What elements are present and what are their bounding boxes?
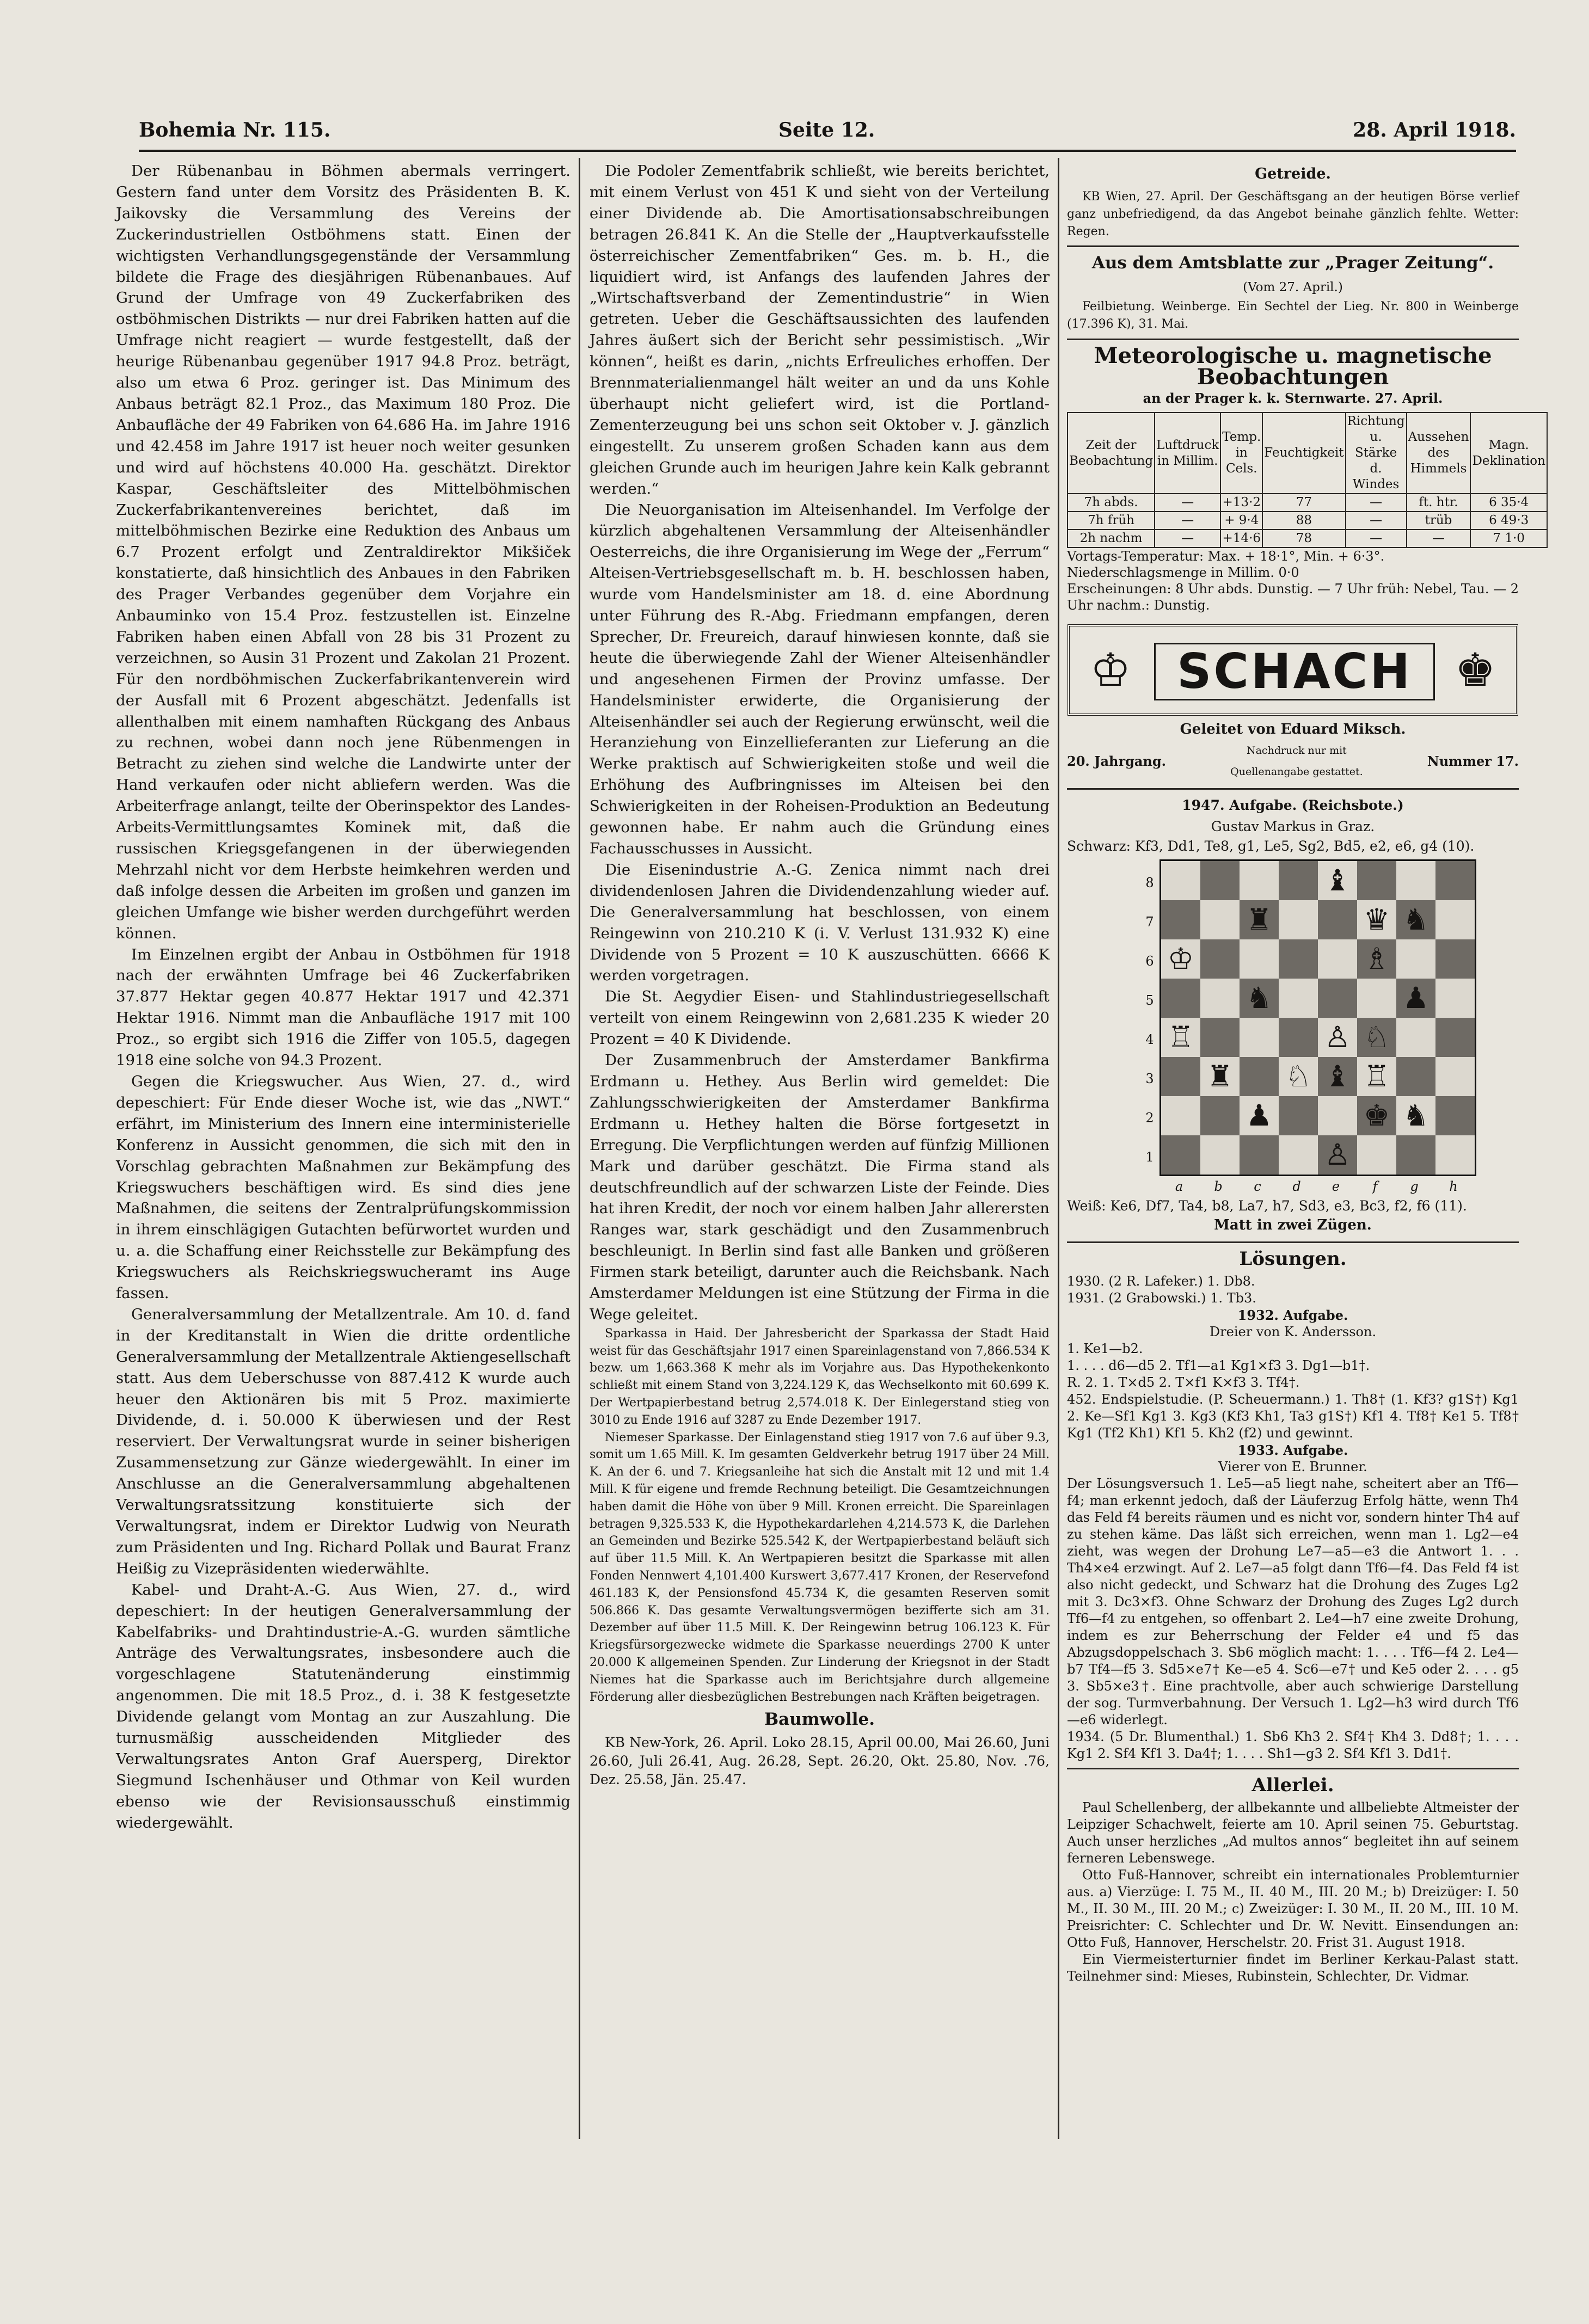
chess-piece-icon: ♔ bbox=[1167, 941, 1194, 976]
chess-square bbox=[1200, 939, 1240, 979]
loesung-line: 1931. (2 Grabowski.) 1. Tb3. bbox=[1067, 1290, 1256, 1306]
chess-square bbox=[1240, 900, 1279, 939]
problem-black: Schwarz: Kf3, Dd1, Te8, g1, Le5, Sg2, Bd5, e2, e6, g4 (10). bbox=[1067, 838, 1475, 854]
chess-square bbox=[1240, 979, 1279, 1018]
chess-square bbox=[1318, 939, 1357, 979]
chess-square bbox=[1396, 979, 1435, 1018]
chess-piece-icon: ♝ bbox=[1324, 1059, 1351, 1093]
schach-editor: Geleitet von Eduard Miksch. bbox=[1180, 721, 1406, 738]
chess-piece-icon: ♗ bbox=[1363, 941, 1390, 976]
chess-square bbox=[1240, 1057, 1279, 1096]
article-ruebenanbau: Der Rübenanbau in Böhmen abermals verringert. Gestern fand unter dem Vorsitz des Präsidenten B. K. Jaikovsky die Versammlung des Vereins der Zuckerindustriellen Ostböhmens statt. Einen der wichtigsten Verhandlungsgegenstände der Versammlung bildete die Frage des diesjährigen Rübenanbaues. Auf Grund der Umfrage von 49 Zuckerfabriken des ostböhmischen Distrikts — nur drei Fabriken hatten auf die Umfrage nicht reagiert — wurde festgestellt, daß der heurige Rübenanbau gegenüber 1917 94.8 Proz. beträgt, also um etwa 6 Proz. geringer ist. Das Minimum des Anbaus beträgt 82.1 Proz., das Maximum 180 Proz. Die Anbaufläche der 49 Fabriken von 64.686 Ha. im Jahre 1916 und 42.458 im Jahre 1917 ist heuer noch weiter gesunken und wird auf höchstens 40.000 Ha. geschätzt. Direktor Kaspar, Geschäftsleiter des Mittelböhmischen Zuckerfabrikantenvereines berichtet, daß im mittelböhmischen Bezirke eine Reduktion des Anbaus um 6.7 Prozent erfolgt und Zentraldirektor Mikšiček konstatierte, daß hinsichtlich des Anbaues in den Fabriken des Prager Verbandes gegenüber dem Vorjahre ein Anbauminko von 15.4 Proz. festzustellen ist. Einzelne Fabriken haben einen Abfall von 28 bis 31 Prozent zu verzeichnen, so Ausin 31 Prozent und Zakolan 21 Prozent. Für den nordböhmischen Zuckerfabrikantenverein wird der Ausfall mit 6 Prozent abgeschätzt. Jedenfalls ist allenthalben mit einem namhaften Rückgang des Anbaus zu rechnen, wobei dann noch jene Rübenmengen in Betracht zu ziehen sind welche die Landwirte unter der Hand verkaufen oder nicht abliefern werden. Was die Arbeiterfrage anlangt, teilte der Oberinspektor des Landes-Arbeits-Vermittlungsamtes Kominek mit, daß die russischen Kriegsgefangenen in der überwiegenden Mehrzahl nicht vor dem Herbste heimkehren werden und daß infolge dessen die Arbeiten im großen und ganzen im gleichen Umfange wie bisher werden durchgeführt werden können. bbox=[116, 162, 570, 942]
file-label: c bbox=[1254, 1178, 1261, 1194]
rule bbox=[1067, 788, 1519, 790]
article-aegydier: Die St. Aegydier Eisen- und Stahlindustriegesellschaft verteilt von einem Reingewinn von 2,681.235 K wieder 20 Prozent = 40 K Dividende. bbox=[590, 988, 1050, 1048]
chess-square bbox=[1396, 939, 1435, 979]
article-erdmann-hethey: Der Zusammenbruch der Amsterdamer Bankfirma Erdmann u. Hethey. Aus Berlin wird gemeldet: Die Zahlungsschwierigkeiten der Amsterdamer Bankfirma Erdmann u. Hethey halten die Börse fortgesetzt in Erregung. Die Verpflichtungen werden auf fünfzig Millionen Mark und darüber geschätzt. Die Firma stand als deutschfreundlich auf der schwarzen Liste der Feinde. Dies hat ihren Kredit, der noch vor einem halben Jahr allerersten Ranges war, stark geschädigt und den Zusammenbruch beschleunigt. In Berlin sind fast alle Banken und größeren Firmen stark beteiligt, darunter auch die Reichsbank. Nach Amsterdamer Meldungen ist eine Stützung der Firma in die Wege geleitet. bbox=[590, 1052, 1050, 1323]
chess-square bbox=[1279, 1135, 1318, 1175]
problem-white: Weiß: Ke6, Df7, Ta4, b8, Lа7, h7, Sd3, e3, Bc3, f2, f6 (11). bbox=[1067, 1197, 1467, 1214]
header-page-number: Seite 12. bbox=[778, 119, 875, 142]
file-labels bbox=[1159, 1176, 1481, 1197]
schach-nummer: Nummer 17. bbox=[1427, 753, 1519, 769]
chess-square bbox=[1435, 1057, 1475, 1096]
loesung-line: 1933. Aufgabe. bbox=[1237, 1442, 1348, 1458]
schach-banner bbox=[1067, 624, 1518, 716]
chess-square bbox=[1240, 939, 1279, 979]
file-label: e bbox=[1332, 1178, 1340, 1194]
schach-nachdruck: Nachdruck nur mit Quellenangabe gestattet. bbox=[1230, 745, 1363, 778]
chess-square bbox=[1396, 1018, 1435, 1057]
rank-label: 2 bbox=[1145, 1110, 1154, 1126]
chess-square bbox=[1161, 1057, 1200, 1096]
weather-header: Feuchtigkeit bbox=[1262, 413, 1345, 494]
allerlei-item: Paul Schellenberg, der allbekannte und allbeliebte Altmeister der Leipziger Schachwelt, feierte am 10. April seinen 75. Geburtstag. Auch unser herzliches „Ad multos annos“ begleitet ihn auf seinem ferneren Lebenswege. bbox=[1067, 1799, 1519, 1866]
amtsblatt-title: Aus dem Amtsblatte zur „Prager Zeitung“. bbox=[1091, 253, 1494, 273]
page-header bbox=[139, 119, 1516, 146]
chess-square bbox=[1200, 1057, 1240, 1096]
weather-cell: — bbox=[1155, 530, 1220, 548]
file-label: g bbox=[1410, 1178, 1419, 1194]
chess-square bbox=[1357, 861, 1396, 900]
weather-header: Luftdruck in Millim. bbox=[1155, 413, 1220, 494]
loesung-line: 1930. (2 R. Lafeker.) 1. Db8. bbox=[1067, 1273, 1255, 1289]
weather-cell: 7h früh bbox=[1067, 512, 1155, 530]
chess-piece-icon: ♟ bbox=[1402, 980, 1430, 1015]
article-ruebenanbau-detail: Im Einzelnen ergibt der Anbau in Ostböhmen für 1918 nach der erwähnten Umfrage bei 46 Zuckerfabriken 37.877 Hektar gegen 40.877 Hektar 1917 und 42.371 Hektar 1916. Nimmt man die Anbaufläche 1917 mit 100 Proz., so ergibt sich 1916 die Ziffer von 105.5, dagegen 1918 eine solche von 94.3 Prozent. bbox=[116, 945, 570, 1069]
weather-cell: — bbox=[1407, 530, 1471, 548]
chess-square bbox=[1200, 1135, 1240, 1175]
chess-square bbox=[1279, 1057, 1318, 1096]
rank-label: 1 bbox=[1145, 1149, 1154, 1165]
weather-cell: 6 35·4 bbox=[1470, 494, 1547, 512]
chess-square bbox=[1318, 900, 1357, 939]
allerlei-item: Otto Fuß-Hannover, schreibt ein internationales Problemturnier aus. a) Vierzüge: I. 75 M., II. 40 M., III. 20 M.; b) Dreizüger: I. 50 M., II. 30 M., III. 20 M.; c) Zweizüger: I. 30 M., II. 20 M., III. 10 M. Preisrichter: C. Schlechter und Dr. W. Nevitt. Einsendungen an: Otto Fuß, Hannover, Herschelstr. 20. Frist 31. August 1918. bbox=[1067, 1867, 1519, 1950]
king-icon: ♚ bbox=[1455, 643, 1496, 697]
chess-square bbox=[1396, 900, 1435, 939]
allerlei-list bbox=[1067, 1799, 1519, 1985]
chess-square bbox=[1396, 1096, 1435, 1135]
weather-cell: +14·6 bbox=[1220, 530, 1262, 548]
chess-square bbox=[1240, 1135, 1279, 1175]
chess-board-wrap bbox=[1143, 859, 1481, 1197]
weather-table bbox=[1067, 412, 1548, 548]
chess-piece-icon: ♘ bbox=[1363, 1019, 1390, 1054]
loesung-line: Vierer von E. Brunner. bbox=[1218, 1459, 1367, 1474]
chess-square bbox=[1240, 1018, 1279, 1057]
weather-cell: trüb bbox=[1407, 512, 1471, 530]
chess-piece-icon: ♙ bbox=[1324, 1019, 1351, 1054]
chess-piece-icon: ♜ bbox=[1206, 1059, 1234, 1093]
weather-footer bbox=[1067, 548, 1519, 613]
chess-square bbox=[1435, 900, 1475, 939]
chess-square bbox=[1357, 1096, 1396, 1135]
chess-piece-icon: ♖ bbox=[1363, 1059, 1390, 1093]
weather-header: Zeit der Beobachtung bbox=[1067, 413, 1155, 494]
weather-footer-line: Vortags-Temperatur: Max. + 18·1°, Min. + 6·3°. bbox=[1067, 549, 1385, 564]
article-niemeser-sparkasse: Niemeser Sparkasse. Der Einlagenstand stieg 1917 von 7.6 auf über 9.3, somit um 1.65 Mill. K. Im gesamten Geldverkehr betrug 1917 über 24 Mill. K. An der 6. und 7. Kriegsanleihe hat sich die Anstalt mit 12 und mit 1.4 Mill. K für eigene und fremde Rechnung beteiligt. Die Gesamtzeichnungen haben damit die Höhe von über 9 Mill. Kronen erreicht. Die Spareinlagen betragen 9,325.533 K, die Hypothekardarlehen 4,214.573 K, die Darlehen an Gemeinden und Bezirke 525.542 K, der Wertpapierbestand beläuft sich auf über 11.5 Mill. K. An Wertpapieren besitzt die Sparkasse mit allen Fonden Nennwert 4,101.400 Kurswert 3,677.417 Kronen, der Reservefond 461.183 K, der Pensionsfond 45.734 K, die gesamten Reserven somit 506.866 K. Das gesamte Verwaltungsvermögen bezifferte sich am 31. Dezember auf über 11.5 Mill. K. Der Reingewinn betrug 106.123 K. Für Kriegsfürsorgezwecke widmete die Sparkasse neuerdings 2700 K unter 20.000 K allgemeinen Spenden. Zur Linderung der Kriegsnot in der Stadt Niemes hat die Sparkasse auch im Berichtsjahre durch allgemeine Förderung aller diesbezüglichen Bestrebungen nach Kräften beigetragen. bbox=[590, 1430, 1050, 1704]
chess-square bbox=[1240, 861, 1279, 900]
rule bbox=[1067, 245, 1519, 247]
schach-info-row bbox=[1067, 740, 1519, 783]
loesung-line: 1934. (5 Dr. Blumenthal.) 1. Sb6 Kh3 2. Sf4† Kh4 3. Dd8†; 1. . . . Kg1 2. Sf4 Kf1 3. Da4†; 1. . . . Sh1—g3 2. Sf4 Kf1 3. Dd1†. bbox=[1067, 1729, 1519, 1761]
column-rule-2 bbox=[1058, 158, 1059, 2139]
chess-square bbox=[1161, 861, 1200, 900]
column-right bbox=[1067, 161, 1545, 1985]
article-kriegswucher: Gegen die Kriegswucher. Aus Wien, 27. d., wird depeschiert: Für Ende dieser Woche ist, wie das „NWT.“ erfährt, im Ministerium des Innern eine interministerielle Konferenz in Aussicht genommen, die sich mit den in Vorschlag gebrachten Maßnahmen zur Bekämpfung des Kriegswuchers beschäftigen wird. Es sind dies jene Maßnahmen, die seitens der Zentralprüfungskommission in ihrem einschlägigen Gutachten befürwortet wurden und u. a. die Schaffung einer Reichsstelle zur Bekämpfung des Kriegswuchers als Reichskriegswucheramt ins Auge fassen. bbox=[116, 1072, 570, 1302]
weather-row bbox=[1067, 494, 1547, 512]
loesung-line: 1932. Aufgabe. bbox=[1237, 1307, 1348, 1323]
file-label: a bbox=[1175, 1178, 1183, 1194]
chess-square bbox=[1357, 1057, 1396, 1096]
file-label: f bbox=[1372, 1178, 1378, 1194]
loesung-line: 1. Ke1—b2. bbox=[1067, 1341, 1143, 1356]
file-label: d bbox=[1292, 1178, 1301, 1194]
weather-subtitle: an der Prager k. k. Sternwarte. 27. April. bbox=[1143, 390, 1443, 406]
getreide-text: KB Wien, 27. April. Der Geschäftsgang an der heutigen Börse verlief ganz unbefriedigend, da das Angebot beinahe gänzlich fehlte. Wetter: Regen. bbox=[1067, 189, 1519, 238]
rank-label: 3 bbox=[1145, 1071, 1154, 1086]
chess-square bbox=[1279, 1096, 1318, 1135]
chess-square bbox=[1279, 900, 1318, 939]
loesung-line: Der Lösungsversuch 1. Le5—a5 liegt nahe, scheitert aber an Tf6—f4; man erkennt jedoch, daß der Läuferzug Erfolg hätte, wenn Th4 das Feld f4 bereits räumen und es nicht vor, sondern hinter Th4 auf zu stehen käme. Das läßt sich erreichen, wenn man 1. Lg2—e4 zieht, was wegen der Drohung Le7—a5—e3 die Antwort 1. . . Th4×e4 erzwingt. Auf 2. Le7—a5 folgt dann Tf6—f4. Das Feld f4 ist also nicht gedeckt, und Schwarz hat die Drohung des Zuges Lg2 mit 3. Dc3×f3. Ohne Schwarz der Drohung des Zuges Lg2 durch Tf6—f4 zu entgehen, so offenbart 2. Le4—h7 eine zweite Drohung, indem es zur Beherrschung der Felder e4 und f5 das Abzugsdoppelschach 3. Sb6 möglich macht: 1. . . . Tf6—f4 2. Le4—b7 Tf4—f5 3. Sd5×e7† Ke—e5 4. Sc6—e7† und Ke5 oder 2. . . . g5 3. Sb5×e3†. Eine prachtvolle, aber auch schwierige Darstellung der sog. Turmverbahnung. Der Versuch 1. Lg2—h3 wird durch Tf6—e6 widerlegt. bbox=[1067, 1475, 1519, 1727]
chess-square bbox=[1279, 1018, 1318, 1057]
weather-cell: 2h nachm bbox=[1067, 530, 1155, 548]
weather-cell: ft. htr. bbox=[1407, 494, 1471, 512]
rank-label: 6 bbox=[1145, 953, 1154, 969]
weather-header: Richtung u. Stärke d. Windes bbox=[1346, 413, 1407, 494]
rank-label: 7 bbox=[1145, 914, 1154, 930]
chess-square bbox=[1161, 1096, 1200, 1135]
weather-header: Magn. Deklination bbox=[1470, 413, 1547, 494]
loesungen-list bbox=[1067, 1273, 1519, 1762]
allerlei-title: Allerlei. bbox=[1251, 1774, 1334, 1796]
weather-row bbox=[1067, 530, 1547, 548]
chess-square bbox=[1435, 1135, 1475, 1175]
chess-square bbox=[1200, 1096, 1240, 1135]
chess-square bbox=[1200, 979, 1240, 1018]
chess-piece-icon: ♛ bbox=[1363, 902, 1390, 937]
column-left bbox=[116, 161, 570, 1834]
amtsblatt-text: Feilbietung. Weinberge. Ein Sechtel der Lieg. Nr. 800 in Weinberge (17.396 K), 31. Mai. bbox=[1067, 300, 1519, 331]
chess-board bbox=[1159, 859, 1476, 1176]
weather-cell: 7 1·0 bbox=[1470, 530, 1547, 548]
crown-icon: ♔ bbox=[1090, 643, 1131, 697]
chess-piece-icon: ♖ bbox=[1167, 1019, 1194, 1054]
baumwolle-title: Baumwolle. bbox=[764, 1710, 875, 1730]
chess-square bbox=[1396, 861, 1435, 900]
column-rule-1 bbox=[579, 158, 580, 2139]
loesung-line: 1. . . . d6—d5 2. Tf1—a1 Kg1×f3 3. Dg1—b1†. bbox=[1067, 1357, 1370, 1373]
chess-square bbox=[1318, 1018, 1357, 1057]
weather-cell: + 9·4 bbox=[1220, 512, 1262, 530]
chess-piece-icon: ♞ bbox=[1402, 1098, 1430, 1133]
chess-piece-icon: ♙ bbox=[1324, 1137, 1351, 1172]
weather-cell: 7h abds. bbox=[1067, 494, 1155, 512]
chess-square bbox=[1435, 861, 1475, 900]
weather-cell: — bbox=[1155, 512, 1220, 530]
allerlei-item: Ein Viermeisterturnier findet im Berliner Kerkau-Palast statt. Teilnehmer sind: Mieses, Rubinstein, Schlechter, Dr. Vidmar. bbox=[1067, 1951, 1519, 1984]
article-kabel-draht: Kabel- und Draht-A.-G. Aus Wien, 27. d., wird depeschiert: In der heutigen Generalversammlung der Kabelfabriks- und Drahtindustrie-A.-G. wurden sämtliche Anträge des Verwaltungsrates, insbesondere auch die vorgeschlagene Statutenänderung einstimmig angenommen. Die mit 18.5 Proz., d. i. 38 K festgesetzte Dividende gelangt vom Montag an zur Auszahlung. Die turnusmäßig ausscheidenden Mitglieder des Verwaltungsrates Anton Graf Auersperg, Direktor Siegmund Ischenhäuser und Othmar von Keil wurden ebenso wie der Revisionsausschuß einstimmig wiedergewählt. bbox=[116, 1581, 570, 1831]
chess-square bbox=[1279, 979, 1318, 1018]
rule bbox=[1067, 1768, 1519, 1769]
weather-header: Aussehen des Himmels bbox=[1407, 413, 1471, 494]
chess-square bbox=[1161, 1018, 1200, 1057]
weather-row bbox=[1067, 512, 1547, 530]
article-zenica: Die Eisenindustrie A.-G. Zenica nimmt nach drei dividendenlosen Jahren die Dividendenzahlung wieder auf. Die Generalversammlung hat beschlossen, von einem Reingewinn von 210.210 K (i. V. Verlust 131.932 K) eine Dividende von 5 Prozent = 10 K auszuschütten. 6666 K werden vorgetragen. bbox=[590, 860, 1050, 985]
chess-square bbox=[1240, 1096, 1279, 1135]
header-issue: Bohemia Nr. 115. bbox=[139, 119, 331, 142]
problem-author: Gustav Markus in Graz. bbox=[1211, 819, 1375, 835]
schach-title: SCHACH bbox=[1154, 643, 1435, 700]
chess-square bbox=[1357, 979, 1396, 1018]
baumwolle-text: KB New-York, 26. April. Loko 28.15, April 00.00, Mai 26.60, Juni 26.60, Juli 26.41, Aug. 26.28, Sept. 26.20, Okt. 25.80, Nov. .76, Dez. 25.58, Jän. 25.47. bbox=[590, 1735, 1050, 1788]
rank-label: 4 bbox=[1145, 1031, 1154, 1047]
chess-square bbox=[1357, 900, 1396, 939]
chess-piece-icon: ♟ bbox=[1246, 1098, 1273, 1133]
chess-square bbox=[1279, 861, 1318, 900]
chess-square bbox=[1357, 1135, 1396, 1175]
chess-piece-icon: ♞ bbox=[1246, 980, 1273, 1015]
chess-square bbox=[1161, 979, 1200, 1018]
chess-square bbox=[1318, 1057, 1357, 1096]
weather-cell: — bbox=[1346, 530, 1407, 548]
chess-square bbox=[1435, 939, 1475, 979]
chess-piece-icon: ♜ bbox=[1246, 902, 1273, 937]
getreide-title: Getreide. bbox=[1255, 165, 1331, 182]
weather-cell: 77 bbox=[1262, 494, 1345, 512]
chess-square bbox=[1435, 1018, 1475, 1057]
amtsblatt-date: (Vom 27. April.) bbox=[1243, 280, 1343, 295]
loesung-line: R. 2. 1. T×d5 2. T×f1 K×f3 3. Tf4†. bbox=[1067, 1374, 1300, 1390]
header-date: 28. April 1918. bbox=[1353, 119, 1516, 142]
weather-header-row bbox=[1067, 413, 1547, 494]
chess-square bbox=[1318, 1135, 1357, 1175]
chess-piece-icon: ♞ bbox=[1402, 902, 1430, 937]
chess-piece-icon: ♝ bbox=[1324, 863, 1351, 897]
schach-jahrgang: 20. Jahrgang. bbox=[1067, 753, 1167, 769]
article-sparkassa-haid: Sparkassa in Haid. Der Jahresbericht der Sparkassa der Stadt Haid weist für das Geschäftsjahr 1917 einen Spareinlagenstand von 7,866.534 K bezw. um 1,663.368 K mehr als im Vorjahre aus. Das Hypothekenkonto schließt mit einem Stand von 3,224.129 K, das Wechselkonto mit 60.699 K. Der Wertpapierbestand betrug 2,574.018 K. Der Einlegerstand stieg von 3010 zu Ende 1916 auf 3287 zu Ende Dezember 1917. bbox=[590, 1326, 1050, 1427]
file-label: b bbox=[1214, 1178, 1223, 1194]
chess-square bbox=[1200, 861, 1240, 900]
column-middle bbox=[590, 161, 1050, 1789]
weather-cell: 6 49·3 bbox=[1470, 512, 1547, 530]
loesung-line: Dreier von K. Andersson. bbox=[1209, 1324, 1377, 1339]
weather-cell: — bbox=[1346, 494, 1407, 512]
weather-title: Meteorologische u. magnetische Beobachtungen bbox=[1094, 342, 1492, 390]
chess-square bbox=[1318, 1096, 1357, 1135]
chess-square bbox=[1318, 861, 1357, 900]
loesung-line: 452. Endspielstudie. (P. Scheuermann.) 1. Th8† (1. Kf3? g1S†) Kg1 2. Ke—Sf1 Kg1 3. Kg3 (Kf3 Kh1, Ta3 g1S†) Kf1 4. Tf8† Ke1 5. Tf8† Kg1 (Tf2 Kh1) Kf1 5. Kh2 (f2) und gewinnt. bbox=[1067, 1391, 1519, 1441]
chess-square bbox=[1200, 900, 1240, 939]
rule bbox=[1067, 339, 1519, 340]
chess-square bbox=[1161, 1135, 1200, 1175]
chess-square bbox=[1357, 939, 1396, 979]
chess-square bbox=[1357, 1018, 1396, 1057]
loesungen-title: Lösungen. bbox=[1239, 1247, 1347, 1270]
chess-square bbox=[1161, 900, 1200, 939]
article-podoler: Die Podoler Zementfabrik schließt, wie bereits berichtet, mit einem Verlust von 451 K und sieht von der Verteilung einer Dividende ab. Die Amortisationsabschreibungen betragen 26.841 K. An die Stelle der „Hauptverkaufsstelle österreichischer Zementfabriken“ Ges. m. b. H., die liquidiert wird, ist Anfangs des laufenden Jahres der „Wirtschaftsverband der Zementindustrie“ in Wien getreten. Ueber die Geschäftsaussichten des laufenden Jahres äußert sich der Bericht sehr pessimistisch. „Wir können“, heißt es darin, „nichts Erfreuliches erhoffen. Der Brennmaterialienmangel hält weiter an und da uns Kohle überhaupt nicht geliefert wird, ist die Portland-Zementerzeugung bei uns schon seit Oktober v. J. gänzlich eingestellt. Zu unserem großen Schaden kann aus dem gleichen Grunde auch im heurigen Jahre kein Kalk gebrannt werden.“ bbox=[590, 162, 1050, 497]
chess-square bbox=[1161, 939, 1200, 979]
chess-square bbox=[1200, 1018, 1240, 1057]
problem-title: 1947. Aufgabe. (Reichsbote.) bbox=[1182, 797, 1404, 814]
problem-task: Matt in zwei Zügen. bbox=[1214, 1216, 1372, 1233]
chess-square bbox=[1396, 1135, 1435, 1175]
file-label: h bbox=[1449, 1178, 1458, 1194]
chess-square bbox=[1279, 939, 1318, 979]
weather-cell: — bbox=[1155, 494, 1220, 512]
chess-square bbox=[1435, 1096, 1475, 1135]
weather-header: Temp. in Cels. bbox=[1220, 413, 1262, 494]
chess-piece-icon: ♘ bbox=[1285, 1059, 1312, 1093]
rule bbox=[1067, 1241, 1519, 1243]
chess-square bbox=[1435, 979, 1475, 1018]
chess-square bbox=[1396, 1057, 1435, 1096]
article-metallzentrale: Generalversammlung der Metallzentrale. Am 10. d. fand in der Kreditanstalt in Wien die dritte ordentliche Generalversammlung der Metallzentrale Aktiengesellschaft statt. Aus dem Ueberschusse von 887.412 K wurde auch heuer den Aktionären bis mit 5 Proz. maximierte Dividende, d. i. 50.000 K überwiesen und der Rest reserviert. Der Verwaltungsrat wurde in seiner bisherigen Zusammensetzung zur Gänze wiedergewählt. In einer im Anschlusse an die Generalversammlung abgehaltenen Verwaltungsratssitzung konstituierte sich der Verwaltungsrat, indem er Direktor Ludwig von Neurath zum Präsidenten und Ing. Richard Pollak und Baurat Franz Heißig zu Vizepräsidenten wiederwählte. bbox=[116, 1305, 570, 1577]
weather-footer-line: Niederschlagsmenge in Millim. 0·0 bbox=[1067, 565, 1299, 581]
article-alteisenhandel: Die Neuorganisation im Alteisenhandel. Im Verfolge der kürzlich abgehaltenen Versammlung der Alteisenhändler Oesterreichs, die ihre Organisierung im Wege der „Ferrum“ Alteisen-Vertriebsgesellschaft m. b. H. beschlossen haben, wurde vom Handelsminister am 18. d. eine Abordnung unter Führung des R.-Abg. Friedmann empfangen, deren Sprecher, Dr. Freureich, darauf hinwiesen konnte, daß sie heute die überwiegende Zahl der Wiener Alteisenhändler und angesehenen Firmen der Provinz umfasse. Der Handelsminister erwiderte, die Organisierung der Alteisenhändler sei auch der Regierung erwünscht, weil die Heranziehung von Einzellieferanten zur Lieferung an die Werke praktisch auf Schwierigkeiten stoße und weil die Erhöhung des Aufbringnisses im Alteisen bei den Schwierigkeiten in der Roheisen-Produktion an Bedeutung gewonnen habe. Er nahm auch die Gründung eines Fachausschusses in Aussicht. bbox=[590, 501, 1050, 857]
weather-cell: +13·2 bbox=[1220, 494, 1262, 512]
chess-piece-icon: ♚ bbox=[1363, 1098, 1390, 1133]
chess-square bbox=[1318, 979, 1357, 1018]
header-rule bbox=[139, 150, 1516, 152]
weather-footer-line: Erscheinungen: 8 Uhr abds. Dunstig. — 7 Uhr früh: Nebel, Tau. — 2 Uhr nachm.: Dunstig. bbox=[1067, 581, 1519, 613]
rank-label: 5 bbox=[1145, 992, 1154, 1008]
rank-label: 8 bbox=[1145, 875, 1154, 890]
weather-cell: 88 bbox=[1262, 512, 1345, 530]
weather-cell: — bbox=[1346, 512, 1407, 530]
weather-cell: 78 bbox=[1262, 530, 1345, 548]
